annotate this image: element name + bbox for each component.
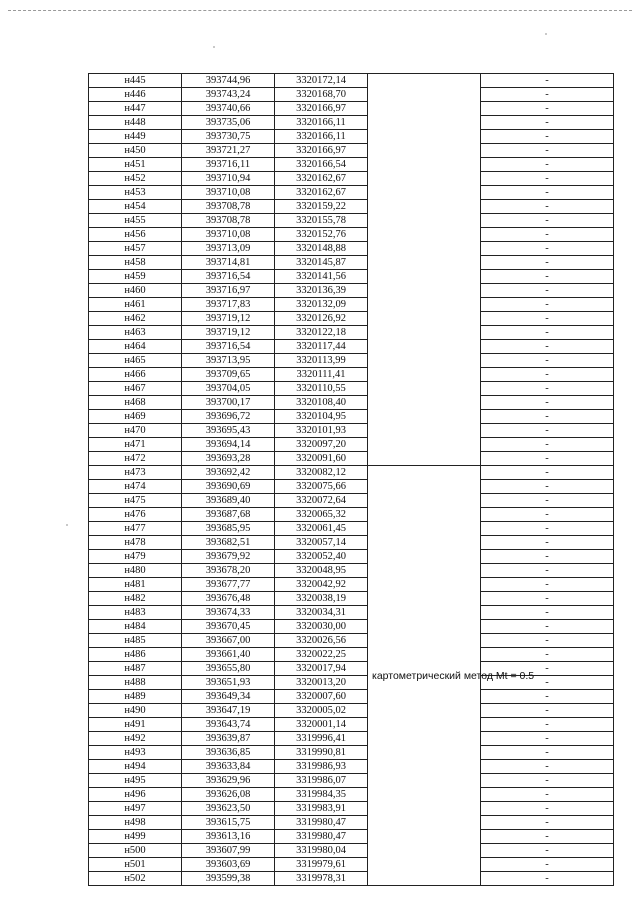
coord-x-cell: 393708,78 xyxy=(182,200,275,214)
point-id-cell: н466 xyxy=(89,368,182,382)
coord-y-cell: 3320030,00 xyxy=(275,620,368,634)
coord-y-cell: 3320065,32 xyxy=(275,508,368,522)
accuracy-cell: - xyxy=(481,326,614,340)
coord-y-cell: 3320052,40 xyxy=(275,550,368,564)
coord-x-cell: 393717,83 xyxy=(182,298,275,312)
point-id-cell: н478 xyxy=(89,536,182,550)
accuracy-cell: - xyxy=(481,116,614,130)
coord-x-cell: 393692,42 xyxy=(182,466,275,480)
accuracy-cell: - xyxy=(481,368,614,382)
point-id-cell: н469 xyxy=(89,410,182,424)
point-id-cell: н473 xyxy=(89,466,182,480)
point-id-cell: н450 xyxy=(89,144,182,158)
table-row xyxy=(89,480,614,494)
point-id-cell: н467 xyxy=(89,382,182,396)
coord-y-cell: 3320132,09 xyxy=(275,298,368,312)
accuracy-cell: - xyxy=(481,802,614,816)
accuracy-cell: - xyxy=(481,844,614,858)
point-id-cell: н452 xyxy=(89,172,182,186)
point-id-cell: н489 xyxy=(89,690,182,704)
coord-y-cell: 3320162,67 xyxy=(275,172,368,186)
coord-x-cell: 393713,95 xyxy=(182,354,275,368)
coord-y-cell: 3320148,88 xyxy=(275,242,368,256)
scan-edge-line xyxy=(8,10,632,11)
coord-y-cell: 3320172,14 xyxy=(275,74,368,88)
coord-x-cell: 393679,92 xyxy=(182,550,275,564)
coord-y-cell: 3320091,60 xyxy=(275,452,368,466)
accuracy-cell: - xyxy=(481,578,614,592)
coord-x-cell: 393636,85 xyxy=(182,746,275,760)
accuracy-cell: - xyxy=(481,102,614,116)
accuracy-cell: - xyxy=(481,480,614,494)
table-row xyxy=(89,116,614,130)
table-row xyxy=(89,410,614,424)
accuracy-cell: - xyxy=(481,214,614,228)
coord-x-cell: 393716,97 xyxy=(182,284,275,298)
coord-y-cell: 3319978,31 xyxy=(275,872,368,886)
coord-y-cell: 3320026,56 xyxy=(275,634,368,648)
table-row xyxy=(89,508,614,522)
accuracy-cell: - xyxy=(481,858,614,872)
table-row xyxy=(89,144,614,158)
table-row xyxy=(89,368,614,382)
accuracy-cell: - xyxy=(481,662,614,676)
coord-x-cell: 393599,38 xyxy=(182,872,275,886)
accuracy-cell: - xyxy=(481,564,614,578)
coord-y-cell: 3320001,14 xyxy=(275,718,368,732)
coord-y-cell: 3320022,25 xyxy=(275,648,368,662)
accuracy-cell: - xyxy=(481,606,614,620)
coord-x-cell: 393623,50 xyxy=(182,802,275,816)
accuracy-cell: - xyxy=(481,88,614,102)
table-row xyxy=(89,592,614,606)
point-id-cell: н470 xyxy=(89,424,182,438)
accuracy-cell: - xyxy=(481,340,614,354)
coord-y-cell: 3320038,19 xyxy=(275,592,368,606)
accuracy-cell: - xyxy=(481,690,614,704)
coord-x-cell: 393735,06 xyxy=(182,116,275,130)
accuracy-cell: - xyxy=(481,732,614,746)
coord-y-cell: 3320110,55 xyxy=(275,382,368,396)
point-id-cell: н475 xyxy=(89,494,182,508)
point-id-cell: н454 xyxy=(89,200,182,214)
coord-x-cell: 393713,09 xyxy=(182,242,275,256)
coord-x-cell: 393647,19 xyxy=(182,704,275,718)
coord-y-cell: 3320013,20 xyxy=(275,676,368,690)
point-id-cell: н479 xyxy=(89,550,182,564)
table-row xyxy=(89,802,614,816)
table-row xyxy=(89,858,614,872)
coord-y-cell: 3320145,87 xyxy=(275,256,368,270)
coordinates-table xyxy=(88,73,614,886)
coord-y-cell: 3320166,11 xyxy=(275,130,368,144)
accuracy-cell: - xyxy=(481,620,614,634)
point-id-cell: н488 xyxy=(89,676,182,690)
coord-y-cell: 3320152,76 xyxy=(275,228,368,242)
point-id-cell: н460 xyxy=(89,284,182,298)
coord-y-cell: 3320155,78 xyxy=(275,214,368,228)
coord-x-cell: 393615,75 xyxy=(182,816,275,830)
table-row xyxy=(89,746,614,760)
coordinates-table-body xyxy=(89,74,614,886)
accuracy-cell: - xyxy=(481,228,614,242)
coord-x-cell: 393674,33 xyxy=(182,606,275,620)
coord-x-cell: 393693,28 xyxy=(182,452,275,466)
coord-x-cell: 393655,80 xyxy=(182,662,275,676)
point-id-cell: н499 xyxy=(89,830,182,844)
accuracy-cell: - xyxy=(481,536,614,550)
coord-x-cell: 393639,87 xyxy=(182,732,275,746)
accuracy-cell: - xyxy=(481,788,614,802)
coord-x-cell: 393744,96 xyxy=(182,74,275,88)
coord-y-cell: 3319984,35 xyxy=(275,788,368,802)
table-row xyxy=(89,620,614,634)
table-row xyxy=(89,690,614,704)
table-row xyxy=(89,88,614,102)
table-row xyxy=(89,676,614,690)
accuracy-cell: - xyxy=(481,158,614,172)
coord-x-cell: 393696,72 xyxy=(182,410,275,424)
coord-x-cell: 393676,48 xyxy=(182,592,275,606)
accuracy-cell: - xyxy=(481,186,614,200)
accuracy-cell: - xyxy=(481,130,614,144)
coord-y-cell: 3319996,41 xyxy=(275,732,368,746)
coord-x-cell: 393667,00 xyxy=(182,634,275,648)
table-row xyxy=(89,186,614,200)
point-id-cell: н474 xyxy=(89,480,182,494)
coord-y-cell: 3320166,97 xyxy=(275,102,368,116)
coord-x-cell: 393687,68 xyxy=(182,508,275,522)
table-row xyxy=(89,774,614,788)
accuracy-cell: - xyxy=(481,830,614,844)
accuracy-cell: - xyxy=(481,816,614,830)
table-row xyxy=(89,424,614,438)
coord-y-cell: 3320136,39 xyxy=(275,284,368,298)
table-row xyxy=(89,172,614,186)
coord-y-cell: 3319980,04 xyxy=(275,844,368,858)
coord-y-cell: 3320113,99 xyxy=(275,354,368,368)
table-row xyxy=(89,382,614,396)
accuracy-cell: - xyxy=(481,872,614,886)
coord-y-cell: 3319986,07 xyxy=(275,774,368,788)
table-row xyxy=(89,662,614,676)
table-row xyxy=(89,704,614,718)
coord-y-cell: 3319990,81 xyxy=(275,746,368,760)
table-row xyxy=(89,550,614,564)
accuracy-cell: - xyxy=(481,676,614,690)
point-id-cell: н491 xyxy=(89,718,182,732)
coord-y-cell: 3320101,93 xyxy=(275,424,368,438)
coord-x-cell: 393716,54 xyxy=(182,270,275,284)
coord-y-cell: 3320117,44 xyxy=(275,340,368,354)
table-row xyxy=(89,284,614,298)
table-row xyxy=(89,228,614,242)
coord-x-cell: 393730,75 xyxy=(182,130,275,144)
coord-x-cell: 393690,69 xyxy=(182,480,275,494)
coord-x-cell: 393613,16 xyxy=(182,830,275,844)
coord-y-cell: 3320111,41 xyxy=(275,368,368,382)
accuracy-cell: - xyxy=(481,592,614,606)
coord-x-cell: 393710,08 xyxy=(182,228,275,242)
accuracy-cell: - xyxy=(481,634,614,648)
coord-x-cell: 393682,51 xyxy=(182,536,275,550)
point-id-cell: н447 xyxy=(89,102,182,116)
coord-x-cell: 393719,12 xyxy=(182,326,275,340)
accuracy-cell: - xyxy=(481,312,614,326)
coord-y-cell: 3320072,64 xyxy=(275,494,368,508)
table-row xyxy=(89,536,614,550)
point-id-cell: н492 xyxy=(89,732,182,746)
table-row xyxy=(89,564,614,578)
coord-y-cell: 3320034,31 xyxy=(275,606,368,620)
accuracy-cell: - xyxy=(481,704,614,718)
scan-speck xyxy=(66,524,68,526)
point-id-cell: н468 xyxy=(89,396,182,410)
accuracy-cell: - xyxy=(481,270,614,284)
coord-x-cell: 393694,14 xyxy=(182,438,275,452)
point-id-cell: н501 xyxy=(89,858,182,872)
point-id-cell: н456 xyxy=(89,228,182,242)
coord-y-cell: 3320166,97 xyxy=(275,144,368,158)
coord-x-cell: 393629,96 xyxy=(182,774,275,788)
accuracy-cell: - xyxy=(481,452,614,466)
scan-speck xyxy=(213,46,215,48)
point-id-cell: н449 xyxy=(89,130,182,144)
coord-x-cell: 393678,20 xyxy=(182,564,275,578)
coord-y-cell: 3320057,14 xyxy=(275,536,368,550)
coord-x-cell: 393716,11 xyxy=(182,158,275,172)
method-cell-empty xyxy=(368,74,481,466)
point-id-cell: н496 xyxy=(89,788,182,802)
table-row xyxy=(89,130,614,144)
coord-x-cell: 393633,84 xyxy=(182,760,275,774)
coord-x-cell: 393721,27 xyxy=(182,144,275,158)
table-row xyxy=(89,732,614,746)
coord-y-cell: 3320166,11 xyxy=(275,116,368,130)
point-id-cell: н471 xyxy=(89,438,182,452)
point-id-cell: н446 xyxy=(89,88,182,102)
coord-x-cell: 393716,54 xyxy=(182,340,275,354)
coord-y-cell: 3319980,47 xyxy=(275,830,368,844)
coord-y-cell: 3319983,91 xyxy=(275,802,368,816)
point-id-cell: н502 xyxy=(89,872,182,886)
coord-y-cell: 3320097,20 xyxy=(275,438,368,452)
coord-y-cell: 3320007,60 xyxy=(275,690,368,704)
coord-x-cell: 393704,05 xyxy=(182,382,275,396)
point-id-cell: н481 xyxy=(89,578,182,592)
table-row xyxy=(89,606,614,620)
point-id-cell: н455 xyxy=(89,214,182,228)
accuracy-cell: - xyxy=(481,746,614,760)
point-id-cell: н453 xyxy=(89,186,182,200)
point-id-cell: н487 xyxy=(89,662,182,676)
coord-y-cell: 3319986,93 xyxy=(275,760,368,774)
coord-y-cell: 3320104,95 xyxy=(275,410,368,424)
coord-y-cell: 3320048,95 xyxy=(275,564,368,578)
table-row xyxy=(89,214,614,228)
table-row xyxy=(89,718,614,732)
point-id-cell: н476 xyxy=(89,508,182,522)
accuracy-cell: - xyxy=(481,438,614,452)
table-row xyxy=(89,270,614,284)
accuracy-cell: - xyxy=(481,382,614,396)
table-row xyxy=(89,452,614,466)
accuracy-cell: - xyxy=(481,200,614,214)
accuracy-cell: - xyxy=(481,508,614,522)
point-id-cell: н485 xyxy=(89,634,182,648)
point-id-cell: н465 xyxy=(89,354,182,368)
method-note-cell: картометрический метод Mt = 0.5 xyxy=(368,466,481,886)
coord-y-cell: 3320166,54 xyxy=(275,158,368,172)
coord-x-cell: 393710,08 xyxy=(182,186,275,200)
point-id-cell: н462 xyxy=(89,312,182,326)
table-row xyxy=(89,872,614,886)
coord-y-cell: 3320082,12 xyxy=(275,466,368,480)
coord-y-cell: 3319979,61 xyxy=(275,858,368,872)
coord-x-cell: 393709,65 xyxy=(182,368,275,382)
coord-x-cell: 393670,45 xyxy=(182,620,275,634)
accuracy-cell: - xyxy=(481,354,614,368)
point-id-cell: н484 xyxy=(89,620,182,634)
table-row xyxy=(89,158,614,172)
accuracy-cell: - xyxy=(481,550,614,564)
coord-x-cell: 393651,93 xyxy=(182,676,275,690)
point-id-cell: н498 xyxy=(89,816,182,830)
accuracy-cell: - xyxy=(481,466,614,480)
point-id-cell: н461 xyxy=(89,298,182,312)
table-row xyxy=(89,844,614,858)
point-id-cell: н497 xyxy=(89,802,182,816)
table-row xyxy=(89,340,614,354)
point-id-cell: н458 xyxy=(89,256,182,270)
coord-x-cell: 393685,95 xyxy=(182,522,275,536)
accuracy-cell: - xyxy=(481,410,614,424)
accuracy-cell: - xyxy=(481,284,614,298)
accuracy-cell: - xyxy=(481,424,614,438)
coord-x-cell: 393643,74 xyxy=(182,718,275,732)
point-id-cell: н490 xyxy=(89,704,182,718)
table-row xyxy=(89,760,614,774)
point-id-cell: н464 xyxy=(89,340,182,354)
table-row xyxy=(89,830,614,844)
point-id-cell: н463 xyxy=(89,326,182,340)
table-row xyxy=(89,102,614,116)
table-row xyxy=(89,256,614,270)
point-id-cell: н448 xyxy=(89,116,182,130)
point-id-cell: н472 xyxy=(89,452,182,466)
accuracy-cell: - xyxy=(481,648,614,662)
coord-x-cell: 393710,94 xyxy=(182,172,275,186)
table-row xyxy=(89,242,614,256)
point-id-cell: н483 xyxy=(89,606,182,620)
accuracy-cell: - xyxy=(481,760,614,774)
table-row xyxy=(89,494,614,508)
table-row xyxy=(89,466,614,480)
coord-x-cell: 393649,34 xyxy=(182,690,275,704)
coord-y-cell: 3320017,94 xyxy=(275,662,368,676)
table-row xyxy=(89,396,614,410)
accuracy-cell: - xyxy=(481,74,614,88)
accuracy-cell: - xyxy=(481,718,614,732)
coord-x-cell: 393677,77 xyxy=(182,578,275,592)
coord-x-cell: 393743,24 xyxy=(182,88,275,102)
point-id-cell: н477 xyxy=(89,522,182,536)
table-row xyxy=(89,634,614,648)
table-row xyxy=(89,788,614,802)
table-row xyxy=(89,298,614,312)
coord-x-cell: 393740,66 xyxy=(182,102,275,116)
accuracy-cell: - xyxy=(481,298,614,312)
coord-y-cell: 3320162,67 xyxy=(275,186,368,200)
accuracy-cell: - xyxy=(481,396,614,410)
coord-x-cell: 393689,40 xyxy=(182,494,275,508)
coord-y-cell: 3320122,18 xyxy=(275,326,368,340)
table-row xyxy=(89,578,614,592)
table-row xyxy=(89,816,614,830)
coord-y-cell: 3320061,45 xyxy=(275,522,368,536)
coord-x-cell: 393607,99 xyxy=(182,844,275,858)
coord-y-cell: 3320159,22 xyxy=(275,200,368,214)
point-id-cell: н451 xyxy=(89,158,182,172)
accuracy-cell: - xyxy=(481,144,614,158)
coord-y-cell: 3319980,47 xyxy=(275,816,368,830)
coord-x-cell: 393714,81 xyxy=(182,256,275,270)
table-row xyxy=(89,312,614,326)
table-row xyxy=(89,200,614,214)
accuracy-cell: - xyxy=(481,172,614,186)
coord-y-cell: 3320075,66 xyxy=(275,480,368,494)
coord-y-cell: 3320108,40 xyxy=(275,396,368,410)
scan-speck xyxy=(545,33,547,35)
coord-x-cell: 393700,17 xyxy=(182,396,275,410)
coord-y-cell: 3320005,02 xyxy=(275,704,368,718)
table-row xyxy=(89,522,614,536)
table-row xyxy=(89,648,614,662)
point-id-cell: н494 xyxy=(89,760,182,774)
accuracy-cell: - xyxy=(481,774,614,788)
accuracy-cell: - xyxy=(481,494,614,508)
coord-y-cell: 3320141,56 xyxy=(275,270,368,284)
accuracy-cell: - xyxy=(481,522,614,536)
point-id-cell: н445 xyxy=(89,74,182,88)
table-row xyxy=(89,354,614,368)
point-id-cell: н500 xyxy=(89,844,182,858)
coord-x-cell: 393708,78 xyxy=(182,214,275,228)
point-id-cell: н482 xyxy=(89,592,182,606)
coord-y-cell: 3320126,92 xyxy=(275,312,368,326)
table-row xyxy=(89,74,614,88)
coord-x-cell: 393719,12 xyxy=(182,312,275,326)
coord-x-cell: 393695,43 xyxy=(182,424,275,438)
coord-y-cell: 3320168,70 xyxy=(275,88,368,102)
table-row xyxy=(89,326,614,340)
table-row xyxy=(89,438,614,452)
point-id-cell: н493 xyxy=(89,746,182,760)
coord-x-cell: 393626,08 xyxy=(182,788,275,802)
point-id-cell: н495 xyxy=(89,774,182,788)
coord-y-cell: 3320042,92 xyxy=(275,578,368,592)
point-id-cell: н459 xyxy=(89,270,182,284)
point-id-cell: н457 xyxy=(89,242,182,256)
coord-x-cell: 393603,69 xyxy=(182,858,275,872)
coord-x-cell: 393661,40 xyxy=(182,648,275,662)
point-id-cell: н486 xyxy=(89,648,182,662)
accuracy-cell: - xyxy=(481,242,614,256)
point-id-cell: н480 xyxy=(89,564,182,578)
accuracy-cell: - xyxy=(481,256,614,270)
